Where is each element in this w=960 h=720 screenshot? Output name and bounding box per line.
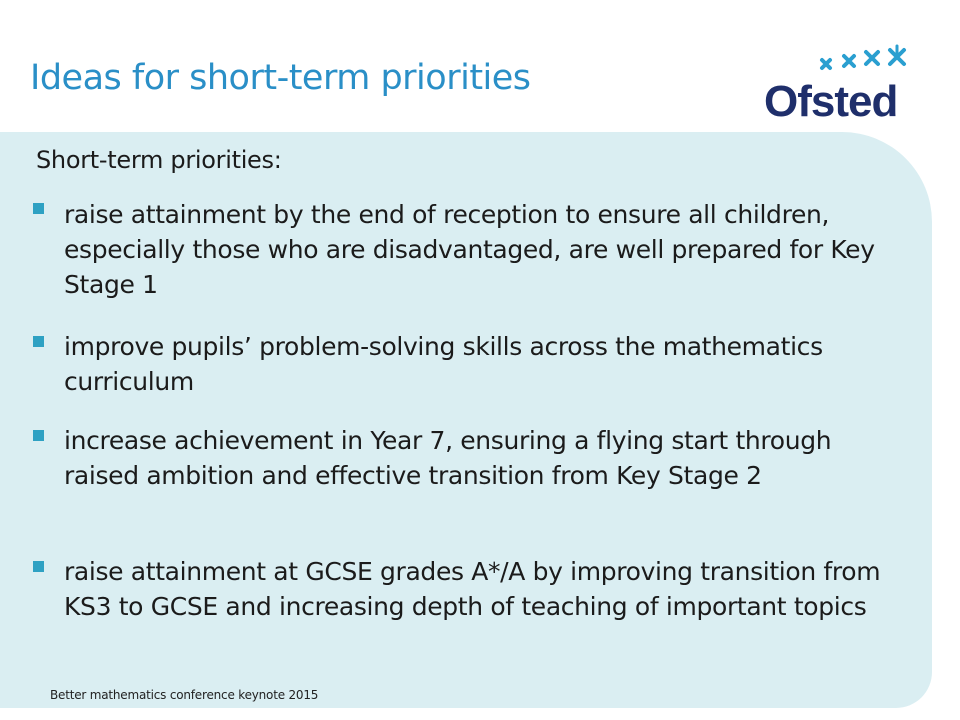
ofsted-logo <box>762 44 912 124</box>
bullet-item: raise attainment by the end of reception to ensure all children, especially those who are disadvantaged, are well prepared for Key Stage 1 <box>64 200 875 299</box>
bullet-item: improve pupils’ problem-solving skills across the mathematics curriculum <box>64 332 823 396</box>
bullet-item: raise attainment at GCSE grades A*/A by improving transition from KS3 to GCSE and increasing depth of teaching of important topics <box>64 557 881 621</box>
bullet-marker <box>33 430 44 441</box>
bullet-marker <box>33 203 44 214</box>
ofsted-stars-icon <box>822 46 904 68</box>
intro-text: Short-term priorities: <box>36 146 282 174</box>
bullet-marker <box>33 561 44 572</box>
slide-title: Ideas for short-term priorities <box>30 58 531 98</box>
ofsted-wordmark: Ofsted <box>764 77 898 124</box>
footer-text: Better mathematics conference keynote 2015 <box>50 688 319 702</box>
bullet-marker <box>33 336 44 347</box>
bullet-item: increase achievement in Year 7, ensuring a flying start through raised ambition and effective transition from Key Stage 2 <box>64 426 832 490</box>
